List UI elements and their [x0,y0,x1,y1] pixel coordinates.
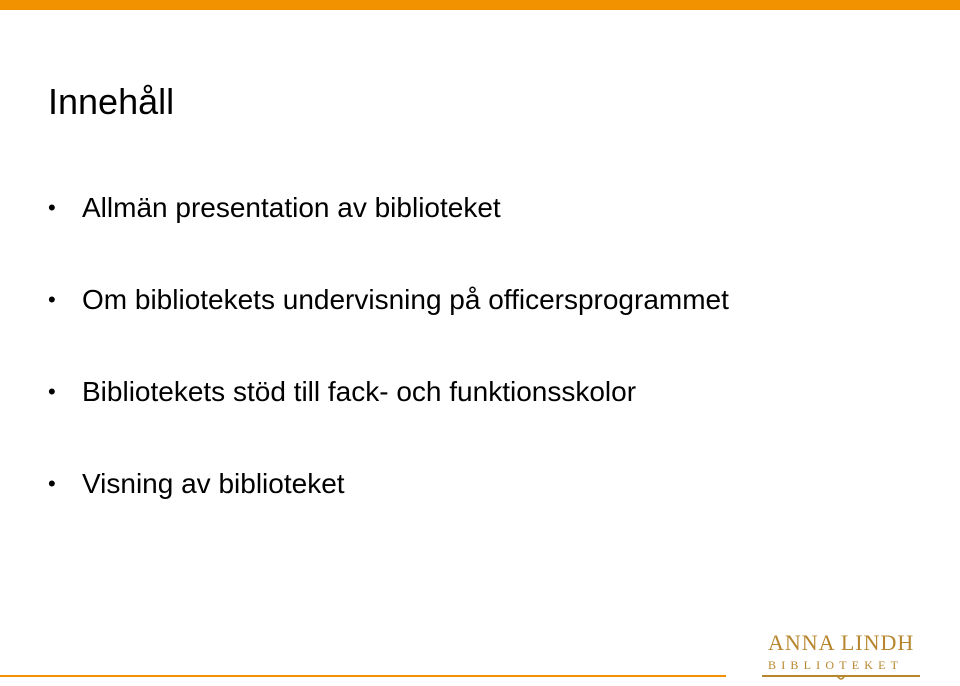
logo-line-biblioteket: BIBLIOTEKET [768,658,904,672]
bullet-text: Om bibliotekets undervisning på officersprogrammet [82,284,729,315]
top-accent-bar [0,0,960,10]
bullet-dot-icon: • [48,379,56,404]
bullet-text: Allmän presentation av biblioteket [82,192,501,223]
bullet-text: Visning av biblioteket [82,468,345,499]
bullet-text: Bibliotekets stöd till fack- och funktionsskolor [82,376,637,407]
logo-arc-icon [836,674,846,682]
bullet-dot-icon: • [48,195,56,220]
bullet-dot-icon: • [48,471,56,496]
slide-title: Innehåll [48,81,175,122]
logo-line-anna-lindh: ANNA LINDH [768,630,915,655]
anna-lindh-logo [762,628,924,686]
bullet-dot-icon: • [48,287,56,312]
footer-accent-line [0,675,726,677]
